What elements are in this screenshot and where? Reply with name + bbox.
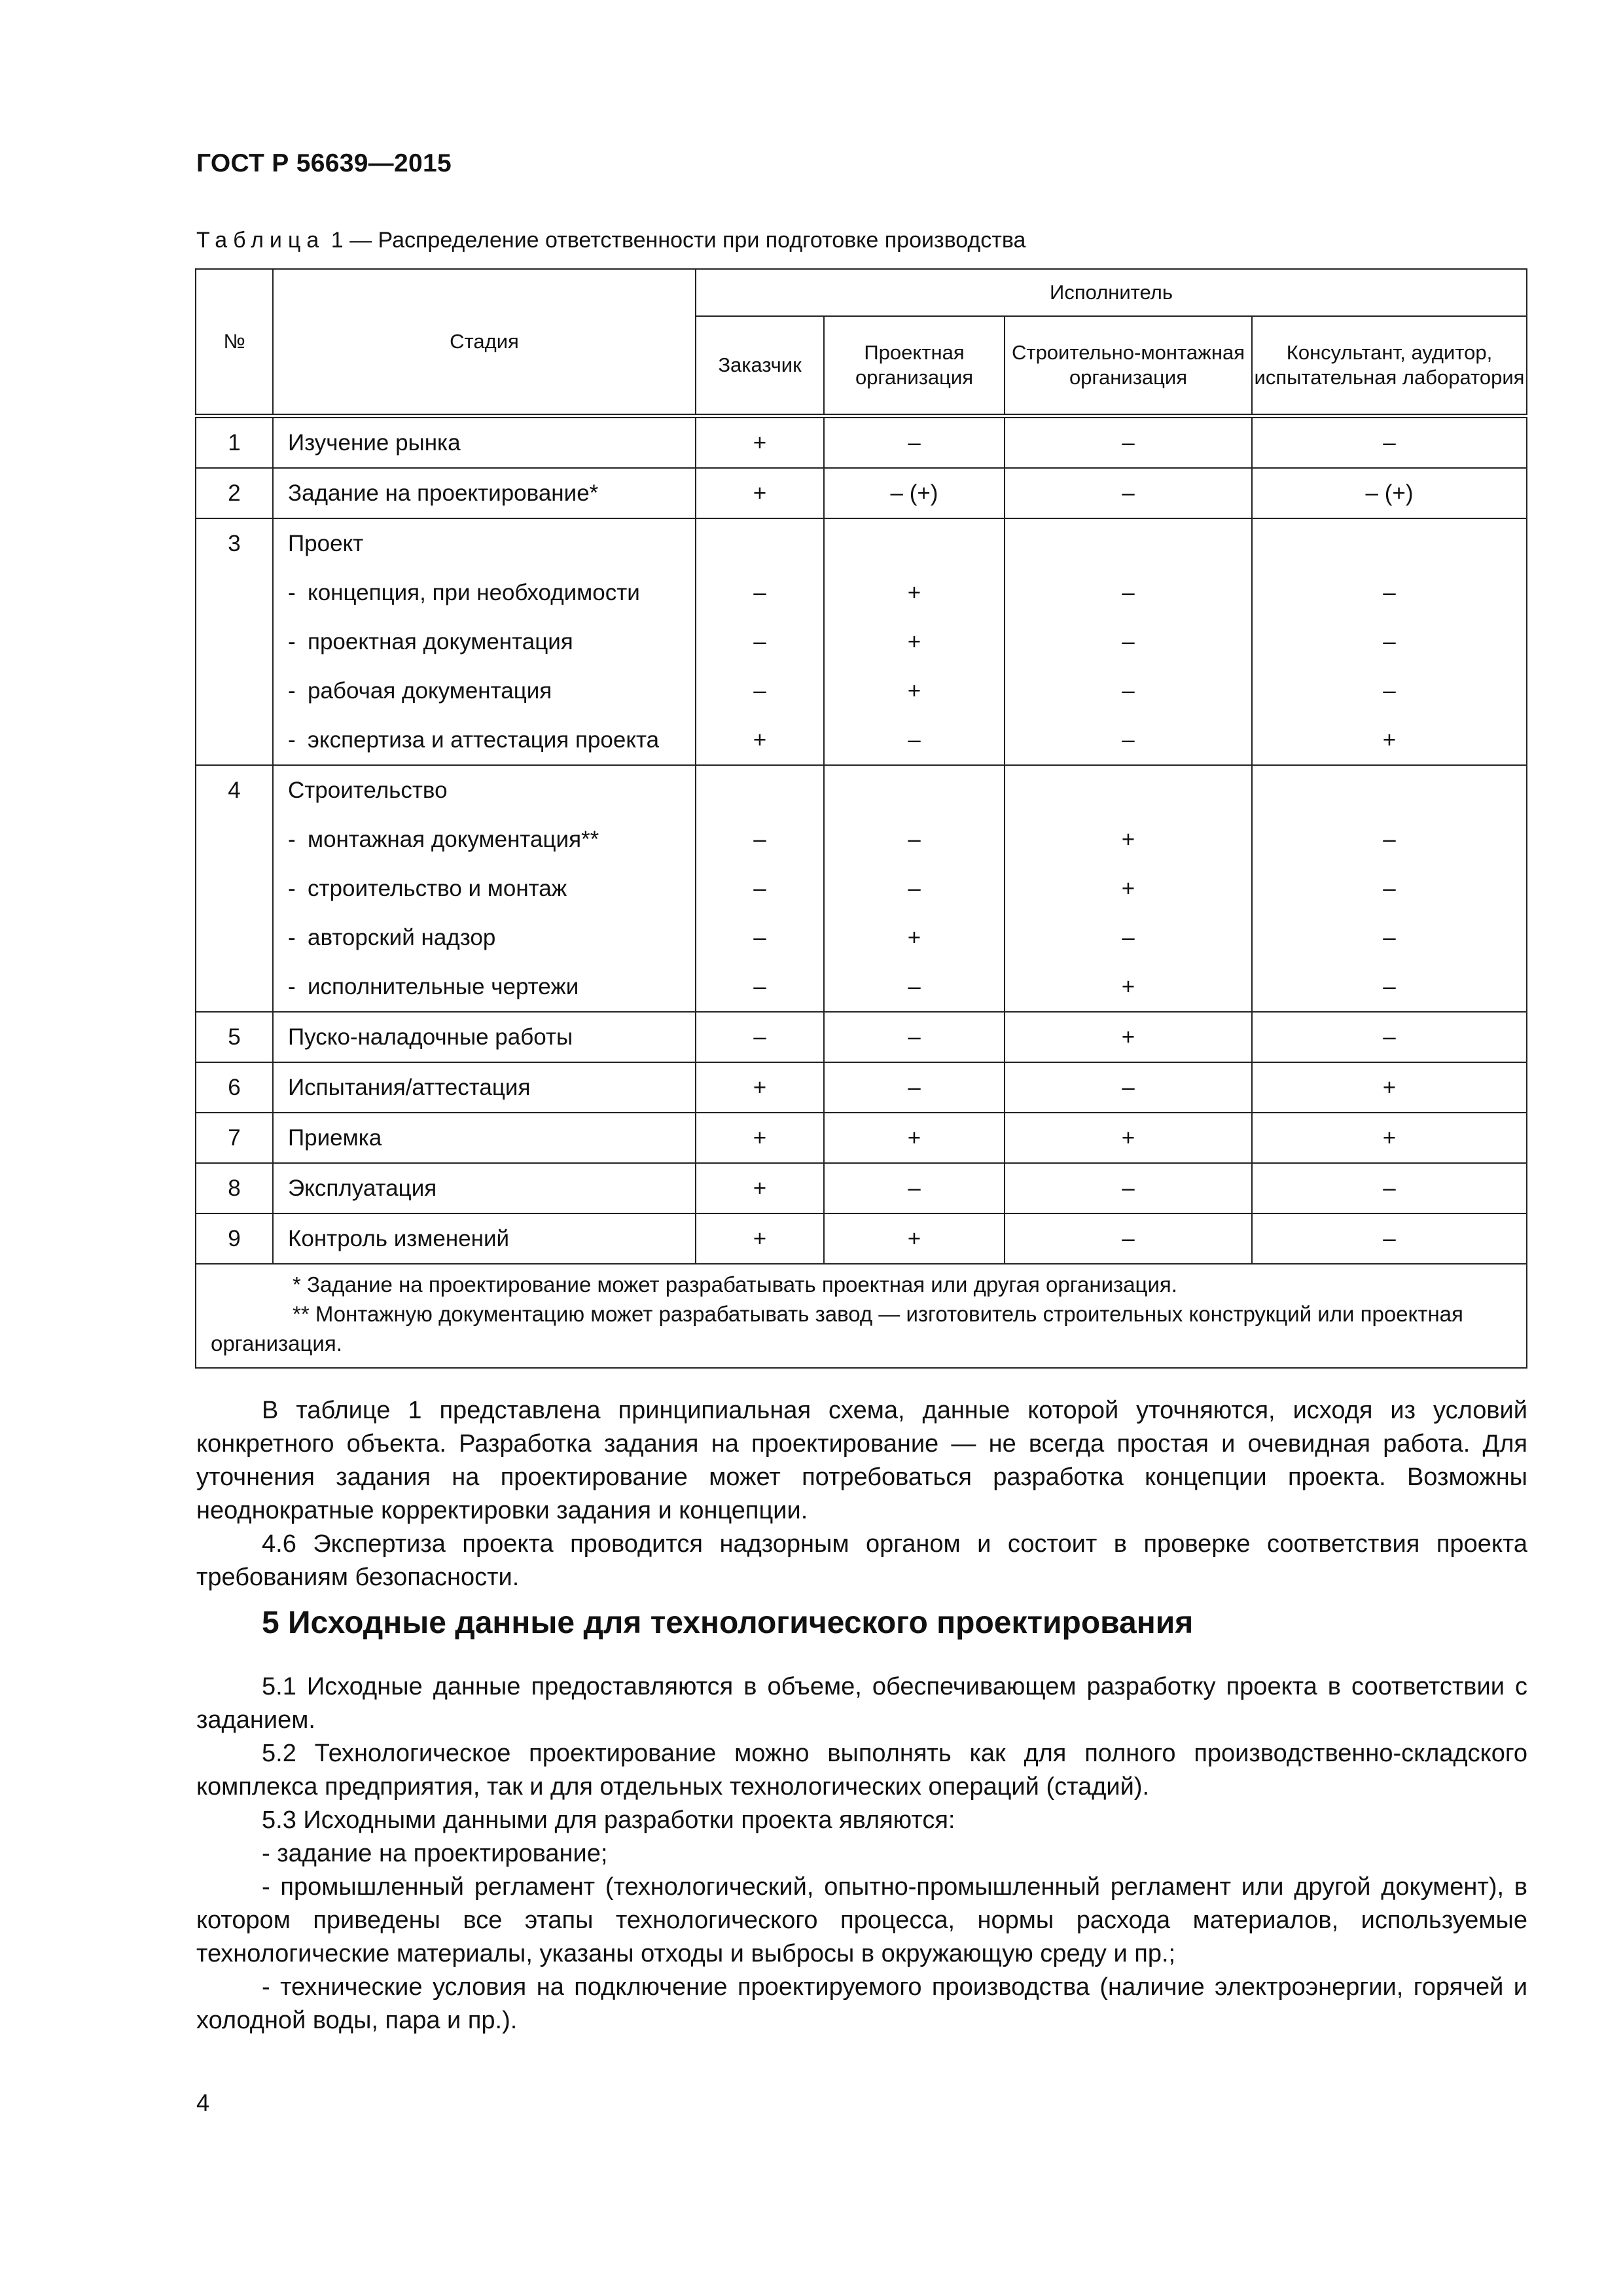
construction-org-mark: + bbox=[1121, 876, 1135, 901]
customer-mark-cell bbox=[696, 1062, 824, 1113]
design-org-mark: + bbox=[907, 925, 921, 950]
consultant-mark: – bbox=[1383, 678, 1396, 704]
design-org-mark: – bbox=[908, 430, 921, 456]
construction-org-mark-cell bbox=[1005, 1062, 1252, 1113]
stage-name: Проект bbox=[288, 531, 364, 556]
consultant-mark-cell bbox=[1252, 1213, 1527, 1264]
stage-subitem: - концепция, при необходимости bbox=[288, 568, 695, 617]
consultant-mark bbox=[1253, 519, 1526, 568]
customer-mark bbox=[696, 519, 823, 568]
design-org-mark: – bbox=[908, 1024, 921, 1050]
design-org-mark-cell bbox=[824, 1213, 1005, 1264]
design-org-mark: + bbox=[907, 678, 921, 704]
stage-name: Контроль изменений bbox=[288, 1226, 510, 1251]
responsibility-table bbox=[195, 268, 1527, 1369]
consultant-mark: – bbox=[1383, 430, 1396, 456]
consultant-mark: – (+) bbox=[1365, 480, 1414, 506]
design-org-mark: – bbox=[908, 827, 921, 852]
stage-cell bbox=[273, 518, 696, 765]
construction-org-mark: + bbox=[1121, 1125, 1135, 1151]
stage-cell bbox=[273, 1012, 696, 1062]
row-number: 9 bbox=[228, 1226, 241, 1251]
row-number: 5 bbox=[228, 1024, 241, 1050]
design-org-mark: + bbox=[907, 580, 921, 605]
table-caption-word: Таблица bbox=[196, 228, 325, 253]
customer-mark: + bbox=[753, 480, 767, 506]
construction-org-mark-cell bbox=[1005, 1012, 1252, 1062]
construction-org-mark-cell bbox=[1005, 468, 1252, 518]
consultant-mark-cell bbox=[1252, 468, 1527, 518]
header-stage: Стадия bbox=[273, 269, 696, 416]
table-row bbox=[196, 1012, 1527, 1062]
stage-name: Строительство bbox=[288, 778, 448, 803]
footnote-1: * Задание на проектирование может разрабатывать проектная или другая организация. bbox=[293, 1272, 1177, 1297]
design-org-mark-cell bbox=[824, 1113, 1005, 1163]
design-org-mark: + bbox=[907, 1226, 921, 1251]
stage-cell bbox=[273, 1062, 696, 1113]
consultant-mark: – bbox=[1383, 1175, 1396, 1201]
stage-name: Изучение рынка bbox=[288, 430, 461, 456]
row-number: 8 bbox=[228, 1175, 241, 1201]
header-customer: Заказчик bbox=[696, 316, 824, 416]
consultant-mark: – bbox=[1383, 1024, 1396, 1050]
stage-cell bbox=[273, 765, 696, 1012]
design-org-mark: – bbox=[908, 1075, 921, 1100]
stage-subitem: - рабочая документация bbox=[288, 666, 695, 715]
stage-subitem: - экспертиза и аттестация проекта bbox=[288, 715, 695, 764]
list-item: - задание на проектирование; bbox=[262, 1840, 608, 1867]
customer-mark-cell bbox=[696, 1012, 824, 1062]
list-item: - технические условия на подключение проектируемого производства (наличие электроэнергии, горячей и холодной воды, пара и пр.). bbox=[196, 1973, 1527, 2034]
design-org-mark: + bbox=[907, 1125, 921, 1151]
construction-org-mark: + bbox=[1121, 974, 1135, 999]
paragraph: 5.3 Исходными данными для разработки проекта являются: bbox=[262, 1806, 955, 1834]
construction-org-mark: – bbox=[1122, 1075, 1135, 1100]
row-number: 6 bbox=[228, 1075, 241, 1100]
header-executor: Исполнитель bbox=[696, 269, 1527, 316]
table-row bbox=[196, 765, 1527, 1012]
row-number: 7 bbox=[228, 1125, 241, 1151]
row-number: 4 bbox=[228, 778, 241, 803]
body-text-top bbox=[196, 1394, 1527, 1594]
customer-mark: + bbox=[753, 1075, 767, 1100]
consultant-mark: + bbox=[1382, 1075, 1397, 1100]
header-num: № bbox=[196, 269, 273, 416]
table-row bbox=[196, 468, 1527, 518]
row-number: 1 bbox=[228, 430, 241, 456]
customer-mark-cell bbox=[696, 518, 824, 765]
construction-org-mark: – bbox=[1122, 480, 1135, 506]
construction-org-mark: – bbox=[1122, 727, 1135, 753]
customer-mark: – bbox=[753, 974, 766, 999]
customer-mark-cell bbox=[696, 416, 824, 469]
row-number: 3 bbox=[228, 531, 241, 556]
stage-subitem: - монтажная документация** bbox=[288, 815, 695, 864]
customer-mark-cell bbox=[696, 1113, 824, 1163]
stage-subitem: - проектная документация bbox=[288, 617, 695, 666]
document-header: ГОСТ Р 56639—2015 bbox=[196, 149, 452, 177]
table-row bbox=[196, 1163, 1527, 1213]
row-number-cell bbox=[196, 1062, 273, 1113]
construction-org-mark-cell bbox=[1005, 1213, 1252, 1264]
row-number-cell bbox=[196, 1113, 273, 1163]
design-org-mark bbox=[825, 766, 1004, 815]
page-number: 4 bbox=[196, 2089, 210, 2116]
construction-org-mark-cell bbox=[1005, 518, 1252, 765]
design-org-mark-cell bbox=[824, 765, 1005, 1012]
header-design-org: Проектная организация bbox=[824, 316, 1005, 416]
customer-mark: + bbox=[753, 1125, 767, 1151]
stage-subitem: - строительство и монтаж bbox=[288, 864, 695, 913]
list-item: - промышленный регламент (технологический, опытно-промышленный регламент или другой документ), в котором приведены все этапы технологического процесса, нормы расхода материалов, используемые технологические материалы, указаны отходы и выбросы в окружающую среду и пр.; bbox=[196, 1873, 1527, 1967]
consultant-mark: + bbox=[1382, 1125, 1397, 1151]
construction-org-mark bbox=[1005, 519, 1251, 568]
row-number-cell bbox=[196, 765, 273, 1012]
footnote-2: ** Монтажную документацию может разрабатывать завод — изготовитель строительных конструкций или проектная организация. bbox=[211, 1302, 1463, 1355]
table-caption bbox=[196, 228, 1026, 253]
customer-mark-cell bbox=[696, 1213, 824, 1264]
stage-name: Задание на проектирование* bbox=[288, 480, 599, 506]
consultant-mark: – bbox=[1383, 974, 1396, 999]
customer-mark: + bbox=[753, 430, 767, 456]
design-org-mark: – (+) bbox=[890, 480, 938, 506]
row-number-cell bbox=[196, 1213, 273, 1264]
stage-name: Эксплуатация bbox=[288, 1175, 437, 1201]
customer-mark: + bbox=[753, 727, 767, 753]
consultant-mark-cell bbox=[1252, 416, 1527, 469]
paragraph: 4.6 Экспертиза проекта проводится надзорным органом и состоит в проверке соответствия проекта требованиям безопасности. bbox=[196, 1530, 1527, 1591]
consultant-mark-cell bbox=[1252, 518, 1527, 765]
design-org-mark-cell bbox=[824, 468, 1005, 518]
consultant-mark: + bbox=[1382, 727, 1397, 753]
design-org-mark bbox=[825, 519, 1004, 568]
consultant-mark-cell bbox=[1252, 1113, 1527, 1163]
table-caption-text: 1 — Распределение ответственности при подготовке производства bbox=[325, 228, 1026, 253]
customer-mark bbox=[696, 766, 823, 815]
consultant-mark-cell bbox=[1252, 1163, 1527, 1213]
body-text-bottom bbox=[196, 1670, 1527, 2037]
header-construction-org: Строительно-монтажная организация bbox=[1005, 316, 1252, 416]
stage-name: Пуско-наладочные работы bbox=[288, 1024, 573, 1050]
row-number-cell bbox=[196, 1163, 273, 1213]
consultant-mark: – bbox=[1383, 580, 1396, 605]
design-org-mark-cell bbox=[824, 416, 1005, 469]
design-org-mark: – bbox=[908, 1175, 921, 1201]
customer-mark: + bbox=[753, 1175, 767, 1201]
stage-cell bbox=[273, 416, 696, 469]
construction-org-mark: – bbox=[1122, 925, 1135, 950]
design-org-mark-cell bbox=[824, 1062, 1005, 1113]
table-body bbox=[196, 416, 1527, 1265]
table-row bbox=[196, 1062, 1527, 1113]
consultant-mark-cell bbox=[1252, 765, 1527, 1012]
section-title: 5 Исходные данные для технологического проектирования bbox=[262, 1605, 1194, 1640]
paragraph: 5.2 Технологическое проектирование можно выполнять как для полного производственно-складского комплекса предприятия, так и для отдельных технологических операций (стадий). bbox=[196, 1740, 1527, 1801]
customer-mark: – bbox=[753, 580, 766, 605]
consultant-mark: – bbox=[1383, 629, 1396, 655]
consultant-mark bbox=[1253, 766, 1526, 815]
design-org-mark: + bbox=[907, 629, 921, 655]
consultant-mark: – bbox=[1383, 827, 1396, 852]
paragraph: В таблице 1 представлена принципиальная схема, данные которой уточняются, исходя из условий конкретного объекта. Разработка задания на проектирование — не всегда простая и очевидная работа. Для уточнения задания на проектирование может потребоваться разработка концепции проекта. Возможны неоднократные корректировки задания и концепции. bbox=[196, 1397, 1527, 1524]
stage-subitem: - исполнительные чертежи bbox=[288, 962, 695, 1011]
construction-org-mark: – bbox=[1122, 580, 1135, 605]
paragraph: 5.1 Исходные данные предоставляются в объеме, обеспечивающем разработку проекта в соответствии с заданием. bbox=[196, 1673, 1527, 1734]
stage-cell bbox=[273, 1213, 696, 1264]
design-org-mark: – bbox=[908, 727, 921, 753]
customer-mark: – bbox=[753, 678, 766, 704]
construction-org-mark bbox=[1005, 766, 1251, 815]
construction-org-mark-cell bbox=[1005, 1163, 1252, 1213]
construction-org-mark: – bbox=[1122, 678, 1135, 704]
design-org-mark: – bbox=[908, 876, 921, 901]
table-footnotes bbox=[196, 1264, 1527, 1368]
customer-mark: – bbox=[753, 827, 766, 852]
consultant-mark: – bbox=[1383, 876, 1396, 901]
stage-cell bbox=[273, 1163, 696, 1213]
table-row bbox=[196, 1213, 1527, 1264]
customer-mark-cell bbox=[696, 1163, 824, 1213]
table-row bbox=[196, 518, 1527, 765]
stage-name: Приемка bbox=[288, 1125, 382, 1151]
header-consultant: Консультант, аудитор, испытательная лаборатория bbox=[1252, 316, 1527, 416]
consultant-mark-cell bbox=[1252, 1062, 1527, 1113]
stage-name: Испытания/аттестация bbox=[288, 1075, 531, 1100]
consultant-mark: – bbox=[1383, 1226, 1396, 1251]
customer-mark: – bbox=[753, 876, 766, 901]
customer-mark: – bbox=[753, 629, 766, 655]
consultant-mark: – bbox=[1383, 925, 1396, 950]
customer-mark: – bbox=[753, 1024, 766, 1050]
stage-cell bbox=[273, 1113, 696, 1163]
customer-mark: – bbox=[753, 925, 766, 950]
design-org-mark-cell bbox=[824, 1012, 1005, 1062]
customer-mark: + bbox=[753, 1226, 767, 1251]
row-number-cell bbox=[196, 518, 273, 765]
design-org-mark-cell bbox=[824, 1163, 1005, 1213]
row-number: 2 bbox=[228, 480, 241, 506]
stage-cell bbox=[273, 468, 696, 518]
row-number-cell bbox=[196, 1012, 273, 1062]
construction-org-mark: – bbox=[1122, 1175, 1135, 1201]
construction-org-mark: – bbox=[1122, 629, 1135, 655]
design-org-mark: – bbox=[908, 974, 921, 999]
table-row bbox=[196, 1113, 1527, 1163]
construction-org-mark: + bbox=[1121, 1024, 1135, 1050]
construction-org-mark: – bbox=[1122, 430, 1135, 456]
row-number-cell bbox=[196, 468, 273, 518]
construction-org-mark: + bbox=[1121, 827, 1135, 852]
construction-org-mark-cell bbox=[1005, 765, 1252, 1012]
customer-mark-cell bbox=[696, 765, 824, 1012]
construction-org-mark-cell bbox=[1005, 1113, 1252, 1163]
row-number-cell bbox=[196, 416, 273, 469]
customer-mark-cell bbox=[696, 468, 824, 518]
consultant-mark-cell bbox=[1252, 1012, 1527, 1062]
stage-subitem: - авторский надзор bbox=[288, 913, 695, 962]
table-row bbox=[196, 416, 1527, 469]
construction-org-mark-cell bbox=[1005, 416, 1252, 469]
design-org-mark-cell bbox=[824, 518, 1005, 765]
construction-org-mark: – bbox=[1122, 1226, 1135, 1251]
